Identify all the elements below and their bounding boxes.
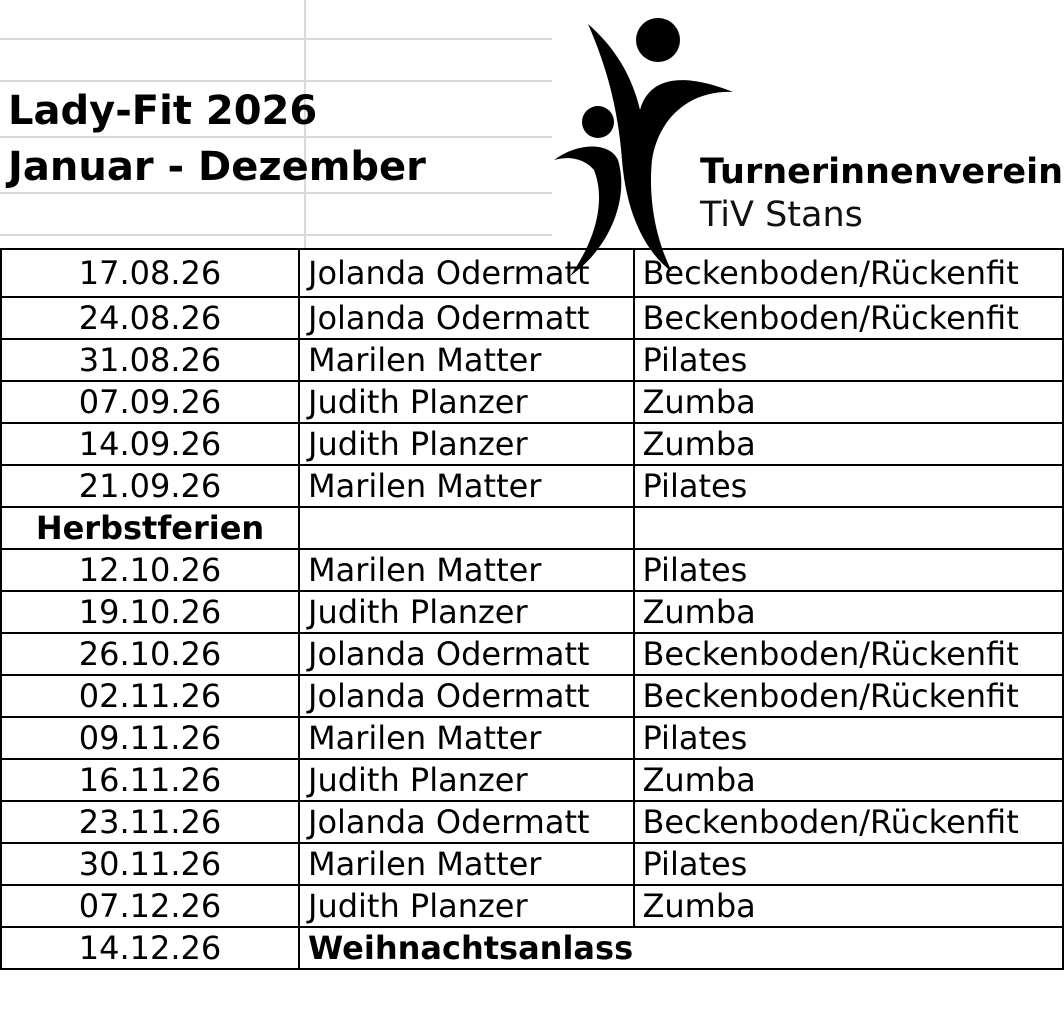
- date-cell[interactable]: 30.11.26: [1, 843, 299, 885]
- schedule-table: [0, 248, 1064, 970]
- class-cell[interactable]: Zumba: [634, 591, 1063, 633]
- date-cell[interactable]: 12.10.26: [1, 549, 299, 591]
- trainer-cell[interactable]: Marilen Matter: [299, 339, 634, 381]
- table-row: [1, 381, 1063, 423]
- class-cell[interactable]: Beckenboden/Rückenfit: [634, 801, 1063, 843]
- gridline: [0, 234, 552, 236]
- trainer-cell[interactable]: Marilen Matter: [299, 465, 634, 507]
- trainer-cell[interactable]: Judith Planzer: [299, 759, 634, 801]
- table-row: [1, 507, 1063, 549]
- gymnast-figures-logo-icon: [548, 10, 748, 276]
- date-cell[interactable]: 14.12.26: [1, 927, 299, 969]
- event-cell[interactable]: Weihnachtsanlass: [299, 927, 1063, 969]
- trainer-cell[interactable]: Jolanda Odermatt: [299, 801, 634, 843]
- class-cell[interactable]: Zumba: [634, 759, 1063, 801]
- class-cell[interactable]: [634, 507, 1063, 549]
- table-row: [1, 591, 1063, 633]
- page-subtitle: Januar - Dezember: [8, 144, 426, 190]
- table-row: [1, 675, 1063, 717]
- date-cell[interactable]: 19.10.26: [1, 591, 299, 633]
- class-cell[interactable]: Zumba: [634, 885, 1063, 927]
- table-row: [1, 885, 1063, 927]
- class-cell[interactable]: Pilates: [634, 339, 1063, 381]
- class-cell[interactable]: Beckenboden/Rückenfit: [634, 249, 1063, 297]
- class-cell[interactable]: Pilates: [634, 465, 1063, 507]
- trainer-cell[interactable]: Judith Planzer: [299, 381, 634, 423]
- trainer-cell[interactable]: Marilen Matter: [299, 843, 634, 885]
- table-row: [1, 633, 1063, 675]
- table-row: [1, 927, 1063, 969]
- table-row: [1, 465, 1063, 507]
- trainer-cell[interactable]: Judith Planzer: [299, 885, 634, 927]
- trainer-cell[interactable]: Jolanda Odermatt: [299, 249, 634, 297]
- trainer-cell[interactable]: Marilen Matter: [299, 717, 634, 759]
- date-cell[interactable]: 23.11.26: [1, 801, 299, 843]
- trainer-cell[interactable]: Marilen Matter: [299, 549, 634, 591]
- table-row: [1, 297, 1063, 339]
- class-cell[interactable]: Zumba: [634, 423, 1063, 465]
- gridline: [0, 192, 552, 194]
- class-cell[interactable]: Pilates: [634, 843, 1063, 885]
- date-cell[interactable]: 17.08.26: [1, 249, 299, 297]
- table-row: [1, 423, 1063, 465]
- date-cell[interactable]: 14.09.26: [1, 423, 299, 465]
- class-cell[interactable]: Beckenboden/Rückenfit: [634, 633, 1063, 675]
- table-row: [1, 717, 1063, 759]
- date-cell[interactable]: Herbstferien: [1, 507, 299, 549]
- date-cell[interactable]: 07.09.26: [1, 381, 299, 423]
- table-row: [1, 339, 1063, 381]
- org-subtitle: TiV Stans: [700, 195, 863, 235]
- org-name: Turnerinnenverein: [700, 152, 1064, 192]
- class-cell[interactable]: Zumba: [634, 381, 1063, 423]
- trainer-cell[interactable]: [299, 507, 634, 549]
- gridline: [0, 80, 552, 82]
- date-cell[interactable]: 02.11.26: [1, 675, 299, 717]
- class-cell[interactable]: Pilates: [634, 549, 1063, 591]
- date-cell[interactable]: 21.09.26: [1, 465, 299, 507]
- trainer-cell[interactable]: Jolanda Odermatt: [299, 633, 634, 675]
- table-row: [1, 801, 1063, 843]
- table-row: [1, 843, 1063, 885]
- table-row: [1, 549, 1063, 591]
- trainer-cell[interactable]: Jolanda Odermatt: [299, 297, 634, 339]
- gridline: [0, 136, 552, 138]
- date-cell[interactable]: 26.10.26: [1, 633, 299, 675]
- page-title: Lady-Fit 2026: [8, 88, 318, 134]
- date-cell[interactable]: 09.11.26: [1, 717, 299, 759]
- date-cell[interactable]: 16.11.26: [1, 759, 299, 801]
- date-cell[interactable]: 24.08.26: [1, 297, 299, 339]
- class-cell[interactable]: Beckenboden/Rückenfit: [634, 675, 1063, 717]
- trainer-cell[interactable]: Judith Planzer: [299, 591, 634, 633]
- class-cell[interactable]: Beckenboden/Rückenfit: [634, 297, 1063, 339]
- date-cell[interactable]: 07.12.26: [1, 885, 299, 927]
- table-row: [1, 249, 1063, 297]
- trainer-cell[interactable]: Jolanda Odermatt: [299, 675, 634, 717]
- class-cell[interactable]: Pilates: [634, 717, 1063, 759]
- gridline: [0, 38, 552, 40]
- table-row: [1, 759, 1063, 801]
- date-cell[interactable]: 31.08.26: [1, 339, 299, 381]
- trainer-cell[interactable]: Judith Planzer: [299, 423, 634, 465]
